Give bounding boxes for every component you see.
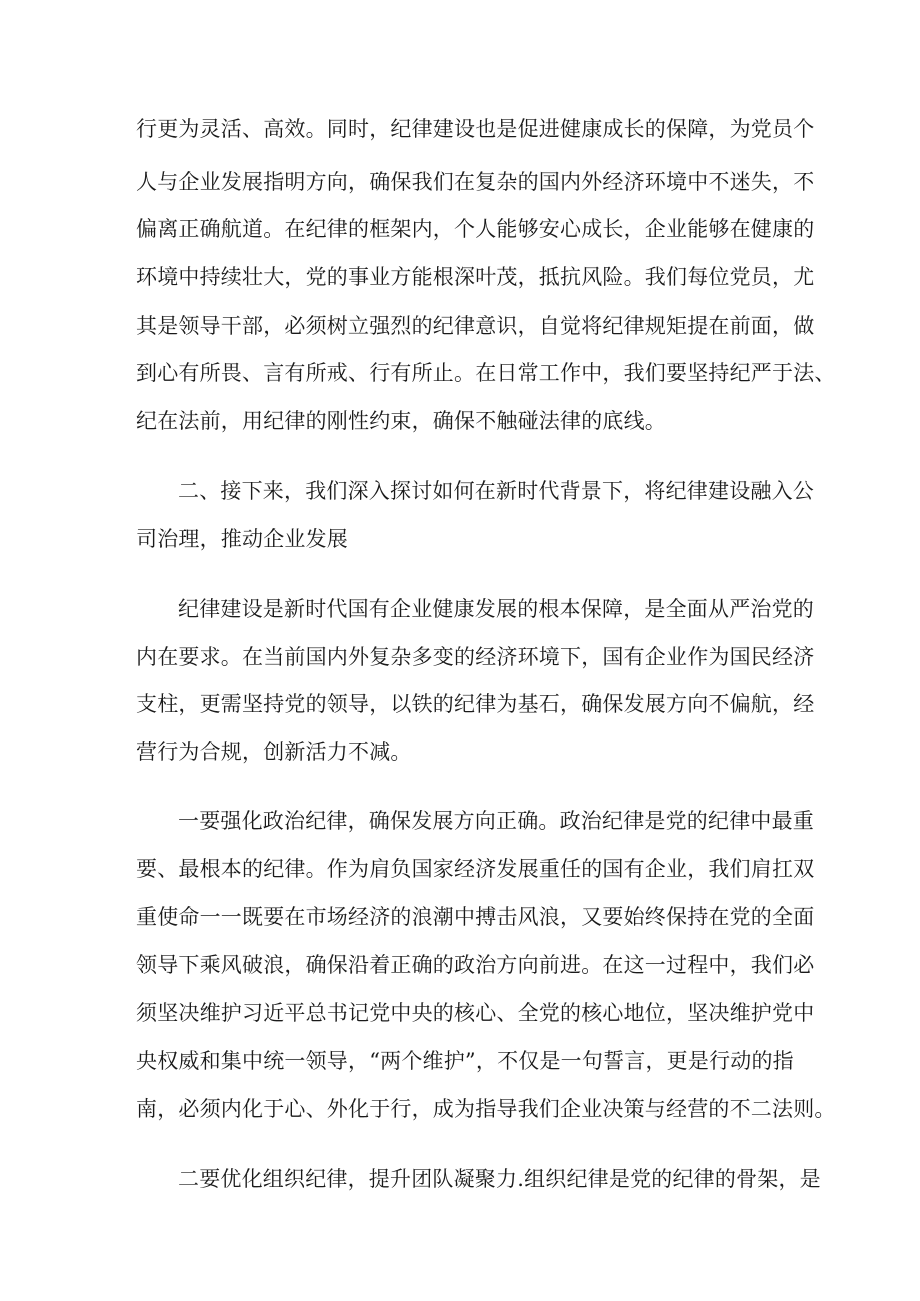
paragraph-1-line-1: 行更为灵活、高效。同时，纪律建设也是促进健康成长的保障，为党员个 <box>136 117 815 141</box>
paragraph-3-line-6: 央权威和集中统一领导，“两个维护”，不仅是一句誓言，更是行动的指 <box>136 1049 794 1073</box>
paragraph-2-line-4: 营行为合规，创新活力不减。 <box>136 740 412 764</box>
paragraph-1-line-4: 环境中持续壮大，党的事业方能根深叶茂，抵抗风险。我们每位党员，尤 <box>136 265 815 289</box>
paragraph-3-line-3: 重使命一一既要在市场经济的浪潮中搏击风浪，又要始终保持在党的全面 <box>136 905 815 929</box>
paragraph-4-line-1: 二要优化组织纪律，提升团队凝聚力.组织纪律是党的纪律的骨架，是 <box>178 1167 821 1191</box>
paragraph-3-line-4: 领导下乘风破浪，确保沿着正确的政治方向前进。在这一过程中，我们必 <box>136 953 815 977</box>
paragraph-1-line-7: 纪在法前，用纪律的刚性约束，确保不触碰法律的底线。 <box>136 409 666 433</box>
paragraph-2-line-2: 内在要求。在当前国内外复杂多变的经济环境下，国有企业作为国民经济 <box>136 645 815 669</box>
paragraph-3-line-1: 一要强化政治纪律，确保发展方向正确。政治纪律是党的纪律中最重 <box>178 809 814 833</box>
paragraph-3-line-5: 须坚决维护习近平总书记党中央的核心、全党的核心地位，坚决维护党中 <box>136 1001 815 1025</box>
paragraph-1-line-3: 偏离正确航道。在纪律的框架内，个人能够安心成长，企业能够在健康的 <box>136 217 815 241</box>
paragraph-2-line-1: 纪律建设是新时代国有企业健康发展的根本保障，是全面从严治党的 <box>178 597 814 621</box>
paragraph-2-line-3: 支柱，更需坚持党的领导，以铁的纪律为基石，确保发展方向不偏航，经 <box>136 692 815 716</box>
paragraph-1-line-6: 到心有所畏、言有所戒、行有所止。在日常工作中，我们要坚持纪严于法、 <box>136 361 836 385</box>
paragraph-1-line-2: 人与企业发展指明方向，确保我们在复杂的国内外经济环境中不迷失，不 <box>136 170 815 194</box>
section-heading-line-1: 二、接下来，我们深入探讨如何在新时代背景下，将纪律建设融入公 <box>178 479 814 503</box>
section-heading-line-2: 司治理，推动企业发展 <box>136 527 348 551</box>
paragraph-3-line-7: 南，必须内化于心、外化于行，成为指导我们企业决策与经营的不二法则。 <box>136 1097 836 1121</box>
paragraph-3-line-2: 要、最根本的纪律。作为肩负国家经济发展重任的国有企业，我们肩扛双 <box>136 857 815 881</box>
paragraph-1-line-5: 其是领导干部，必须树立强烈的纪律意识，自觉将纪律规矩提在前面，做 <box>136 314 815 338</box>
